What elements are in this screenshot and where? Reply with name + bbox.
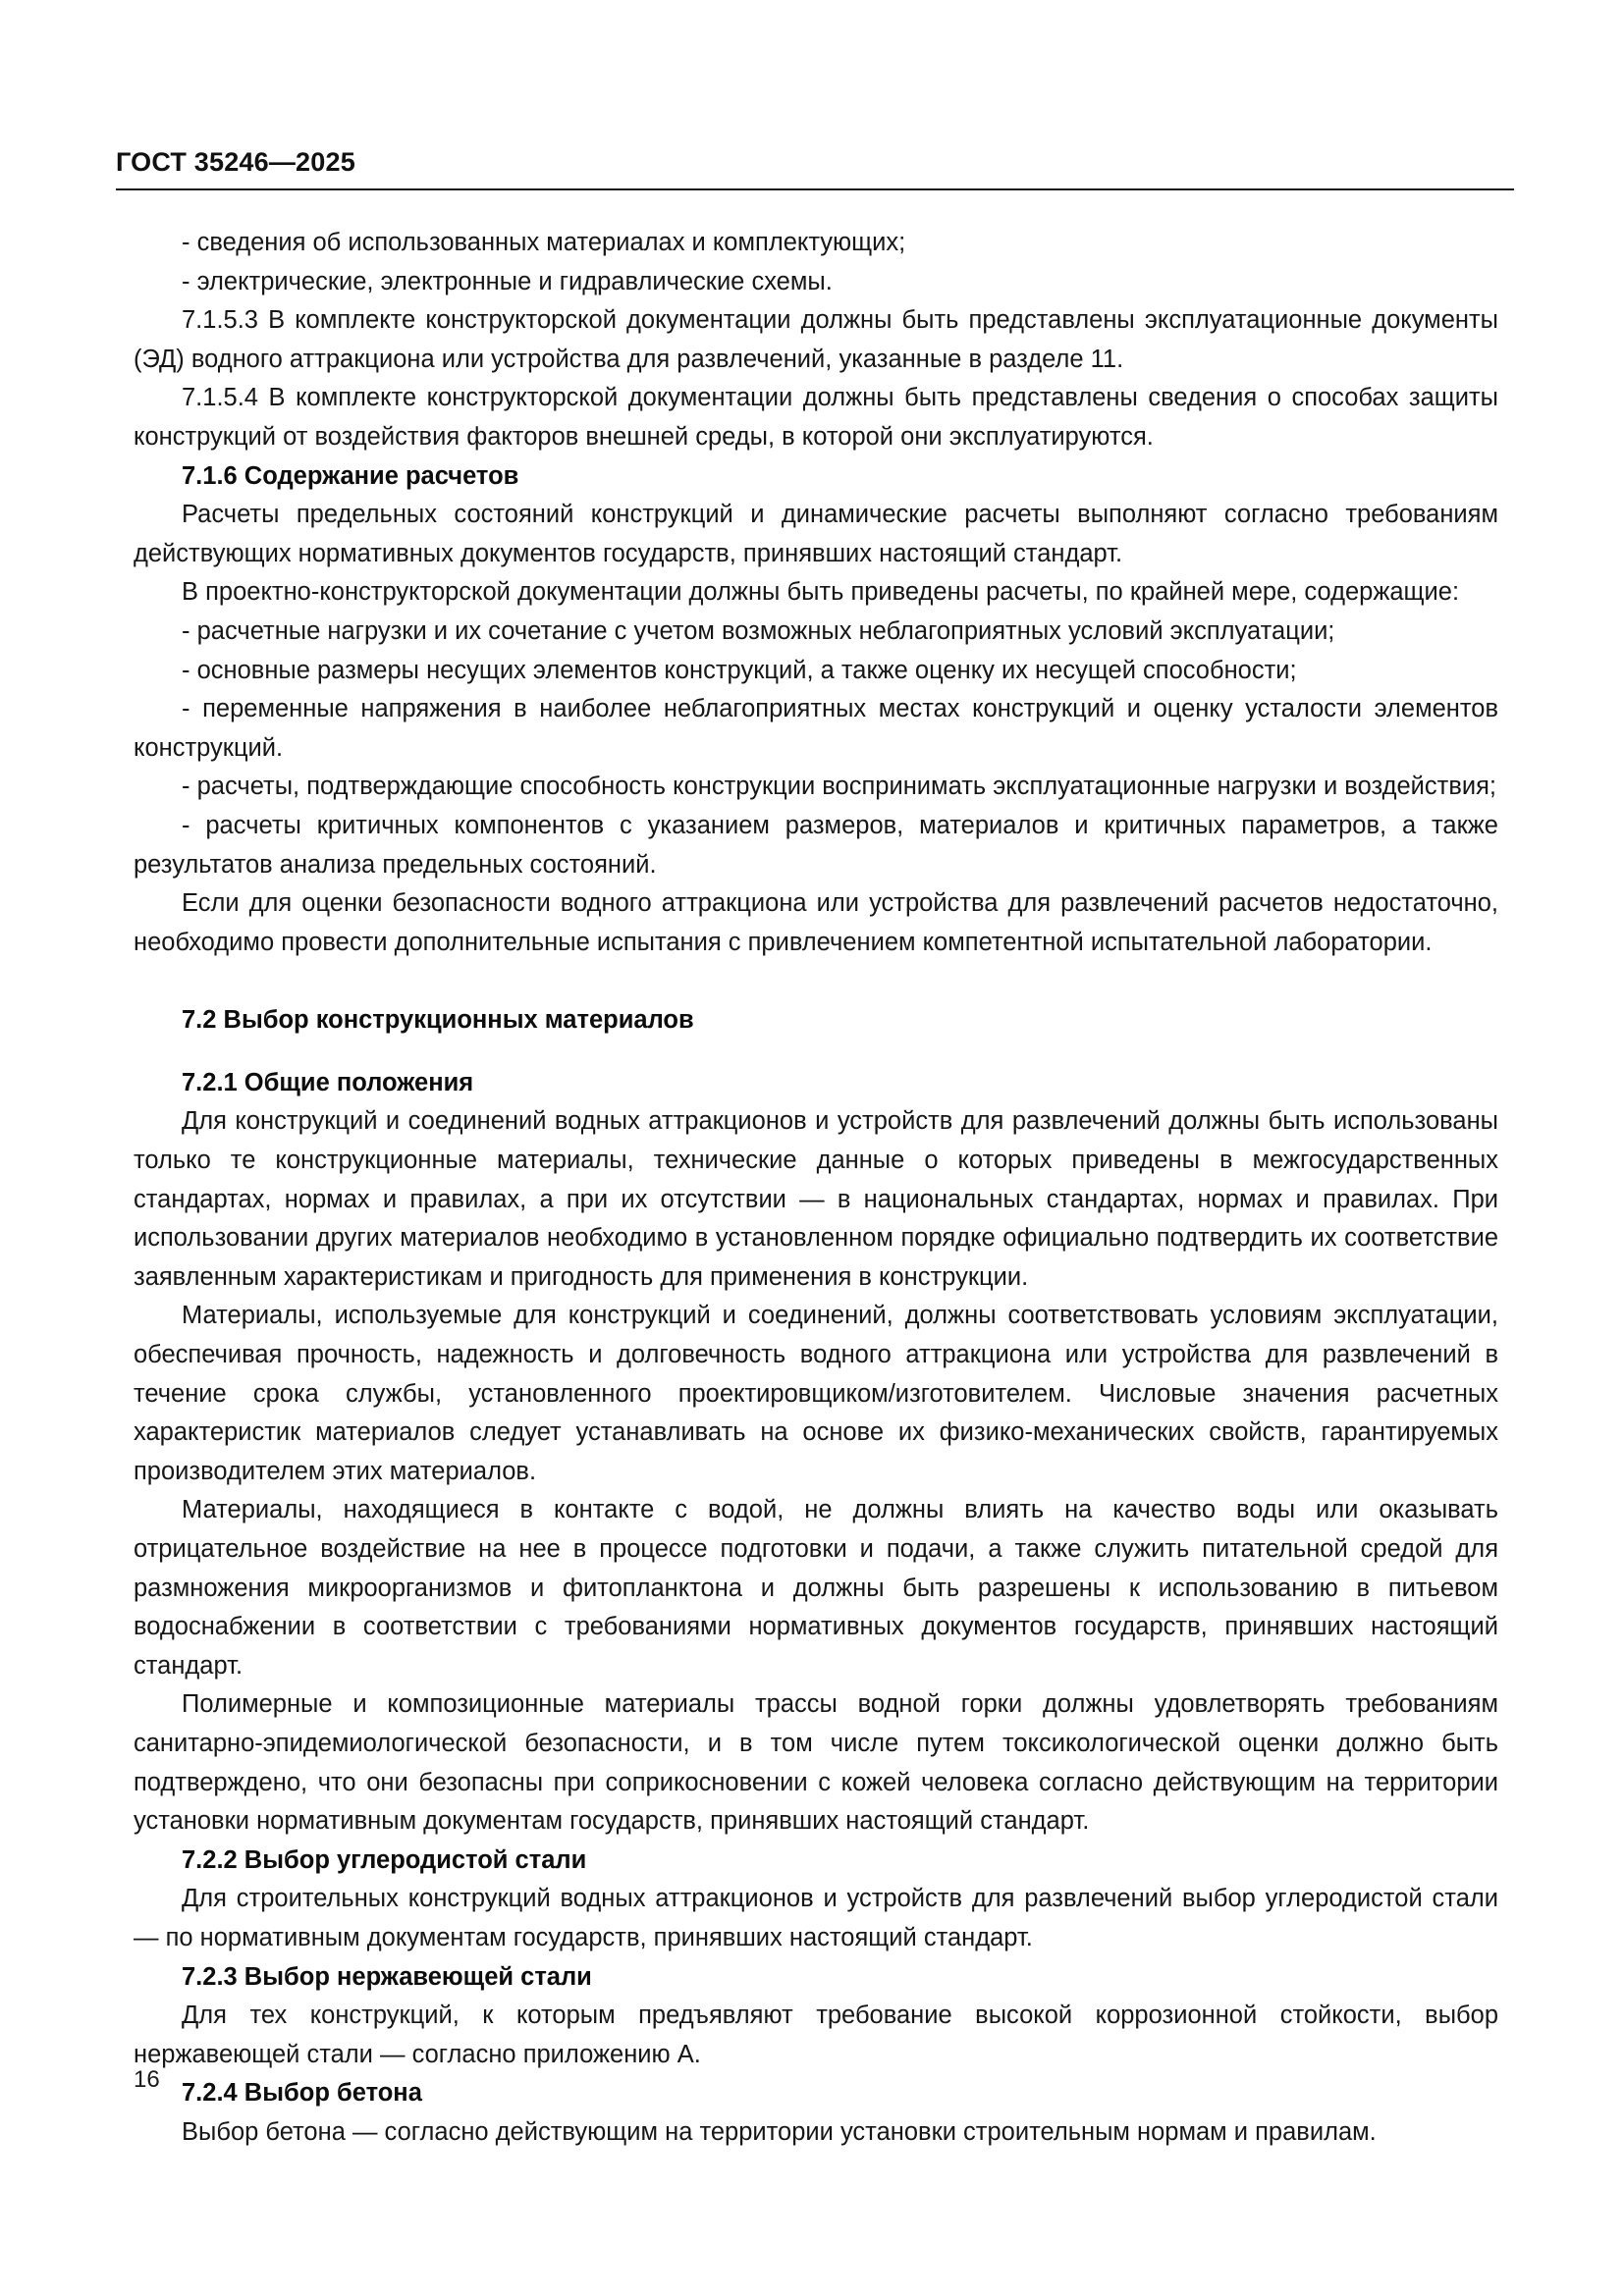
heading-7-2-4: 7.2.4 Выбор бетона bbox=[182, 2079, 422, 2108]
list-item: - электрические, электронные и гидравлические схемы. bbox=[182, 267, 833, 295]
paragraph-7-1-6-1: Расчеты предельных состояний конструкций и динамические расчеты выполняют согласно требованиям действующих нормативных документов государств, принявших настоящий стандарт. bbox=[134, 501, 1498, 567]
heading-spacer bbox=[134, 1041, 1498, 1064]
clause-7-1-5-3: 7.1.5.3 В комплекте конструкторской документации должны быть представлены эксплуатационные документы (ЭД) водного аттракциона или устройства для развлечений, указанные в разделе 11. bbox=[134, 306, 1498, 373]
heading-7-2-2: 7.2.2 Выбор углеродистой стали bbox=[182, 1845, 587, 1874]
paragraph-7-1-6-2: В проектно-конструкторской документации должны быть приведены расчеты, по крайней мере, содержащие: bbox=[182, 578, 1460, 607]
paragraph-7-2-1-2: Материалы, используемые для конструкций и соединений, должны соответствовать условиям эксплуатации, обеспечивая прочность, надежность и долговечность водного аттракциона или устройства для развлечений в течение срока службы, установленного проектировщиком/изготовителем. Числовые значения расчетных характеристик материалов следует устанавливать на основе их физико-механических свойств, гарантируемых производителем этих материалов. bbox=[134, 1302, 1498, 1485]
list-item: - переменные напряжения в наиболее неблагоприятных местах конструкций и оценку усталости элементов конструкций. bbox=[134, 695, 1498, 762]
paragraph-7-2-2: Для строительных конструкций водных аттракционов и устройств для развлечений выбор углеродистой стали — по нормативным документам государств, принявших настоящий стандарт. bbox=[134, 1885, 1498, 1951]
list-item: - расчеты критичных компонентов с указанием размеров, материалов и критичных параметров, а также результатов анализа предельных состояний. bbox=[134, 811, 1498, 879]
heading-7-2: 7.2 Выбор конструкционных материалов bbox=[182, 1006, 694, 1035]
paragraph-7-2-4: Выбор бетона — согласно действующим на территории установки строительным нормам и правилам. bbox=[182, 2117, 1377, 2146]
paragraph-7-1-6-3: Если для оценки безопасности водного аттракциона или устройства для развлечений расчетов недостаточно, необходимо провести дополнительные испытания с привлечением компетентной испытательной лаборатории. bbox=[134, 889, 1498, 956]
page-inner bbox=[116, 0, 1514, 2296]
paragraph-7-2-1-1: Для конструкций и соединений водных аттракционов и устройств для развлечений должны быть использованы только те конструкционные материалы, технические данные о которых приведены в межгосударственных стандартах, нормах и правилах, а при их отсутствии — в национальных стандартах, нормах и правилах. При использовании других материалов необходимо в установленном порядке официально подтвердить их соответствие заявленным характеристикам и пригодность для применения в конструкции. bbox=[134, 1107, 1498, 1291]
heading-7-2-3: 7.2.3 Выбор нержавеющей стали bbox=[182, 1962, 592, 1991]
paragraph-7-2-3: Для тех конструкций, к которым предъявляют требование высокой коррозионной стойкости, выбор нержавеющей стали — согласно приложению А. bbox=[134, 2002, 1498, 2068]
section-spacer bbox=[134, 962, 1498, 1001]
heading-7-1-6: 7.1.6 Содержание расчетов bbox=[182, 461, 519, 490]
paragraph-7-2-1-4: Полимерные и композиционные материалы трассы водной горки должны удовлетворять требованиям санитарно-эпидемиологической безопасности, и в том числе путем токсикологической оценки должно быть подтверждено, что они безопасны при соприкосновении с кожей человека согласно действующим на территории установки нормативным документам государств, принявших настоящий стандарт. bbox=[134, 1690, 1498, 1836]
clause-7-1-5-4: 7.1.5.4 В комплекте конструкторской документации должны быть представлены сведения о способах защиты конструкций от воздействия факторов внешней среды, в которой они эксплуатируются. bbox=[134, 384, 1498, 451]
standard-designation: ГОСТ 35246—2025 bbox=[116, 147, 355, 177]
list-item: - расчетные нагрузки и их сочетание с учетом возможных неблагоприятных условий эксплуатации; bbox=[182, 616, 1335, 645]
body-column bbox=[134, 224, 1498, 2153]
running-header bbox=[116, 149, 1514, 176]
header-divider bbox=[116, 188, 1514, 190]
heading-7-2-1: 7.2.1 Общие положения bbox=[182, 1068, 474, 1096]
list-item: - расчеты, подтверждающие способность конструкции воспринимать эксплуатационные нагрузки и воздействия; bbox=[182, 773, 1497, 801]
list-item: - сведения об использованных материалах и комплектующих; bbox=[182, 229, 906, 256]
paragraph-7-2-1-3: Материалы, находящиеся в контакте с водой, не должны влиять на качество воды или оказывать отрицательное воздействие на нее в процессе подготовки и подачи, а также служить питательной средой для размножения микроорганизмов и фитопланктона и должны быть разрешены к использованию в питьевом водоснабжении в соответствии с требованиями нормативных документов государств, принявших настоящий стандарт. bbox=[134, 1496, 1498, 1680]
page-number: 16 bbox=[134, 2066, 160, 2093]
list-item: - основные размеры несущих элементов конструкций, а также оценку их несущей способности; bbox=[182, 656, 1297, 684]
